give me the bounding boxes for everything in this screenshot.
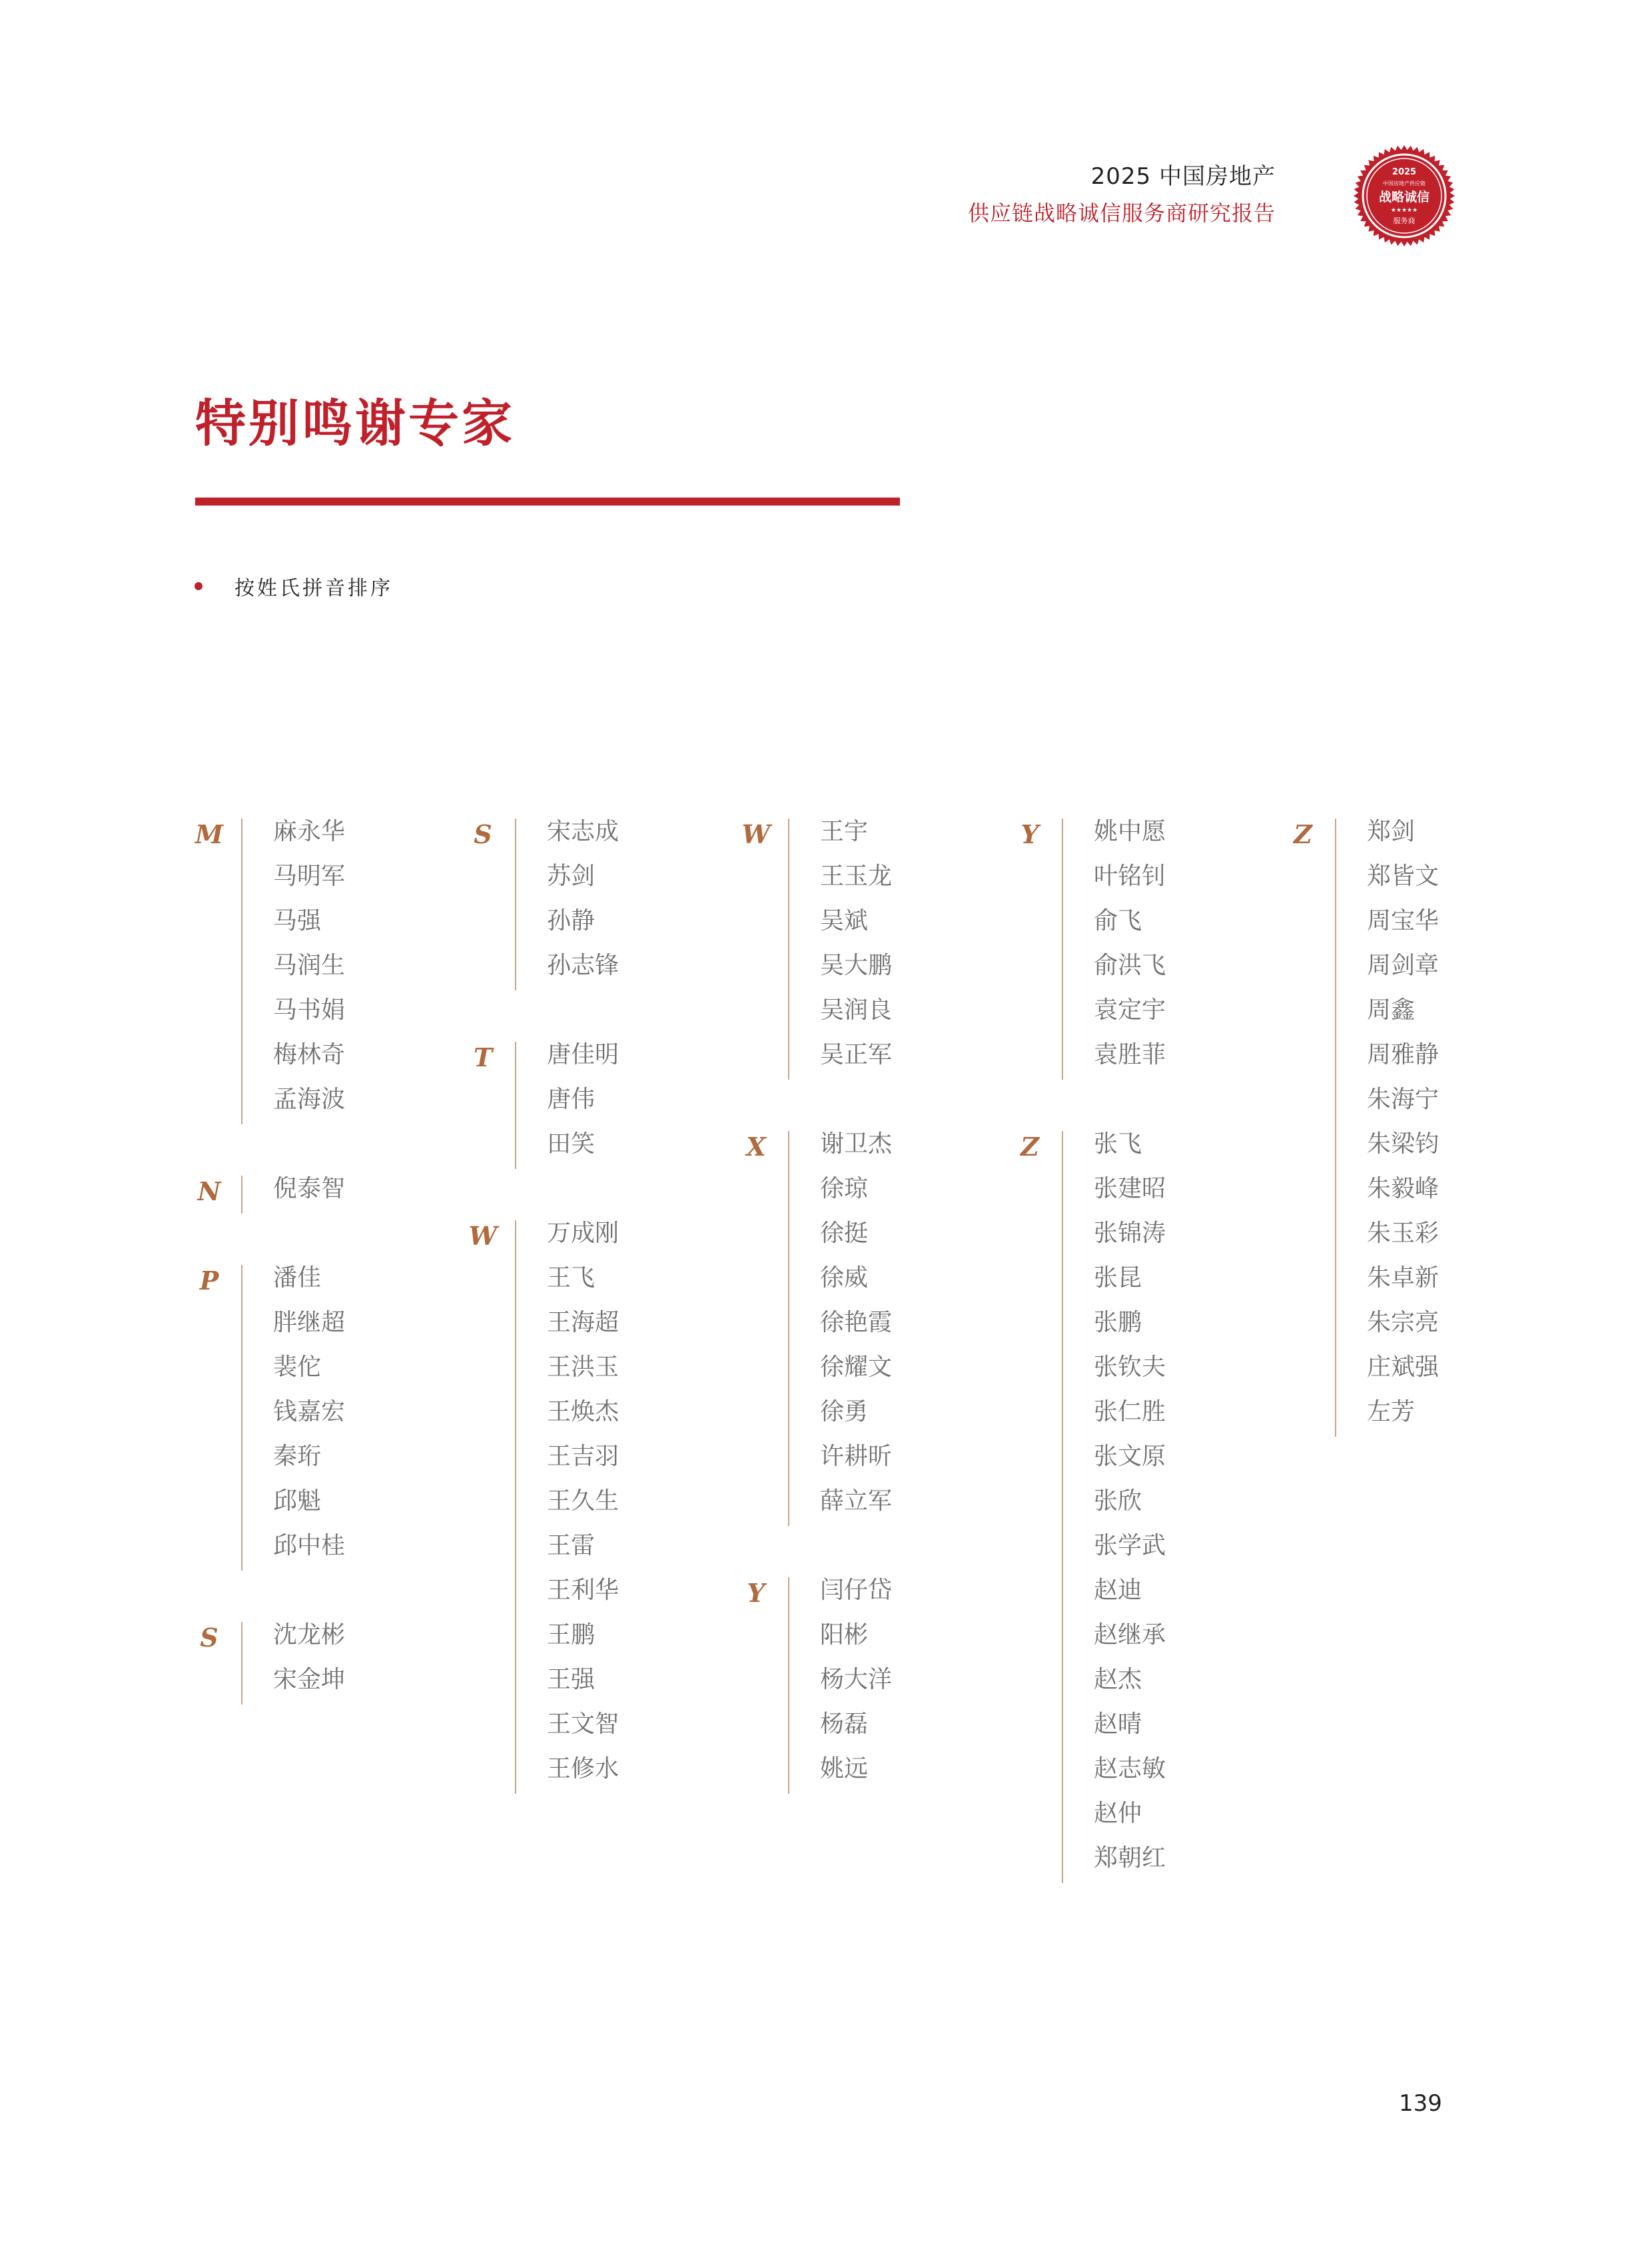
list-item: 王洪玉	[547, 1353, 620, 1381]
svg-text:2025: 2025	[1392, 167, 1417, 177]
list-item: 周雅静	[1367, 1041, 1440, 1068]
name-list	[547, 1211, 619, 1791]
list-item: 袁胜菲	[1094, 1041, 1166, 1068]
bullet-dot-icon	[195, 582, 203, 590]
list-item: 朱宗亮	[1367, 1309, 1440, 1336]
list-item: 杨大洋	[820, 1666, 893, 1693]
list-item: 薛立军	[820, 1487, 893, 1515]
list-item: 朱玉彩	[1367, 1220, 1440, 1247]
group-divider-line	[241, 1176, 242, 1214]
group-letter: N	[197, 1176, 221, 1206]
list-item: 左芳	[1367, 1398, 1416, 1425]
list-item: 周剑章	[1367, 952, 1440, 979]
list-item: 麻永华	[273, 818, 346, 845]
list-item: 郑皆文	[1367, 863, 1440, 890]
list-item: 庄斌强	[1367, 1353, 1440, 1381]
list-item: 王海超	[547, 1309, 620, 1336]
list-item: 秦珩	[273, 1443, 322, 1470]
list-item: 田笑	[547, 1130, 596, 1158]
list-item: 赵仲	[1094, 1800, 1142, 1827]
report-subtitle: 供应链战略诚信服务商研究报告	[967, 200, 1276, 226]
group-letter: X	[746, 1132, 766, 1162]
group-letter: Y	[1021, 819, 1039, 849]
list-item: 阳彬	[820, 1621, 869, 1649]
list-item: 俞飞	[1094, 907, 1142, 934]
list-item: 王雷	[547, 1532, 596, 1559]
list-item: 吴润良	[820, 996, 893, 1024]
list-item: 张文原	[1094, 1443, 1166, 1470]
list-item: 赵杰	[1094, 1666, 1142, 1693]
list-item: 谢卫杰	[820, 1130, 893, 1158]
list-item: 王修水	[547, 1755, 620, 1782]
list-item: 朱梁钧	[1367, 1130, 1440, 1158]
page-number: 139	[1399, 2090, 1442, 2117]
list-item: 裴佗	[273, 1353, 322, 1381]
group-letter: W	[741, 819, 771, 849]
page-title: 特别鸣谢专家	[195, 394, 515, 453]
name-list	[547, 1032, 619, 1166]
group-divider-line	[1335, 819, 1336, 1437]
list-item: 赵继承	[1094, 1621, 1166, 1649]
list-item: 周鑫	[1367, 996, 1416, 1024]
list-item: 张仁胜	[1094, 1398, 1166, 1425]
list-item: 孙志锋	[547, 952, 620, 979]
list-item: 俞洪飞	[1094, 952, 1166, 979]
list-item: 王利华	[547, 1577, 620, 1604]
list-item: 杨磊	[820, 1710, 869, 1738]
list-item: 张学武	[1094, 1532, 1166, 1559]
list-item: 王玉龙	[820, 863, 893, 890]
list-item: 宋志成	[547, 818, 620, 845]
group-divider-line	[1062, 819, 1063, 1080]
list-item: 闫仔岱	[820, 1577, 893, 1604]
list-item: 赵迪	[1094, 1577, 1142, 1604]
list-item: 徐艳霞	[820, 1309, 893, 1336]
list-item: 张锦涛	[1094, 1220, 1166, 1247]
list-item: 王焕杰	[547, 1398, 620, 1425]
seal-logo	[1354, 145, 1455, 246]
report-header	[968, 160, 1276, 233]
list-item: 周宝华	[1367, 907, 1440, 934]
list-item: 邱魁	[273, 1487, 322, 1515]
list-item: 吴大鹏	[820, 952, 893, 979]
list-item: 朱卓新	[1367, 1264, 1440, 1292]
list-item: 徐琼	[820, 1175, 869, 1202]
list-item: 马润生	[273, 952, 346, 979]
list-item: 张钦夫	[1094, 1353, 1166, 1381]
list-item: 许耕昕	[820, 1443, 893, 1470]
list-item: 马明军	[273, 863, 346, 890]
group-divider-line	[515, 1042, 516, 1169]
name-list	[820, 1568, 892, 1791]
list-item: 徐耀文	[820, 1353, 893, 1381]
svg-text:★★★★★: ★★★★★	[1390, 207, 1418, 214]
list-item: 邱中桂	[273, 1532, 346, 1559]
list-item: 马强	[273, 907, 322, 934]
list-item: 王吉羽	[547, 1443, 620, 1470]
group-letter: Z	[1294, 819, 1312, 849]
sort-note: 按姓氏拼音排序	[234, 577, 393, 600]
group-divider-line	[241, 1622, 242, 1704]
group-divider-line	[241, 819, 242, 1124]
list-item: 马书娟	[273, 996, 346, 1024]
group-divider-line	[515, 1220, 516, 1794]
name-list	[273, 809, 345, 1122]
list-item: 唐伟	[547, 1086, 596, 1113]
list-item: 姚远	[820, 1755, 869, 1782]
title-divider	[195, 498, 900, 506]
list-item: 沈龙彬	[273, 1621, 346, 1649]
list-item: 吴斌	[820, 907, 869, 934]
list-item: 胖继超	[273, 1309, 346, 1336]
list-item: 姚中愿	[1094, 818, 1166, 845]
group-letter: W	[468, 1221, 498, 1251]
list-item: 徐挺	[820, 1220, 869, 1247]
list-item: 徐勇	[820, 1398, 869, 1425]
list-item: 王文智	[547, 1710, 620, 1738]
list-item: 王鹏	[547, 1621, 596, 1649]
name-list	[1367, 809, 1439, 1434]
list-item: 王宇	[820, 818, 869, 845]
name-list	[820, 1122, 892, 1523]
name-list	[1094, 1122, 1166, 1880]
group-letter: Z	[1021, 1132, 1039, 1162]
list-item: 朱海宁	[1367, 1086, 1440, 1113]
report-year-title: 2025 中国房地产	[1090, 163, 1276, 190]
group-letter: P	[199, 1266, 219, 1296]
list-item: 梅林奇	[273, 1041, 346, 1068]
list-item: 万成刚	[547, 1220, 620, 1247]
group-letter: S	[200, 1623, 218, 1653]
list-item: 孙静	[547, 907, 596, 934]
svg-text:服务商: 服务商	[1393, 216, 1416, 225]
group-divider-line	[1062, 1131, 1063, 1883]
group-letter: M	[195, 819, 224, 849]
list-item: 王强	[547, 1666, 596, 1693]
list-item: 徐威	[820, 1264, 869, 1292]
name-list	[820, 809, 892, 1077]
list-item: 郑剑	[1367, 818, 1416, 845]
svg-text:战略诚信: 战略诚信	[1378, 190, 1430, 204]
list-item: 叶铭钊	[1094, 863, 1166, 890]
group-divider-line	[515, 819, 516, 990]
list-item: 倪泰智	[273, 1175, 346, 1202]
group-letter: T	[473, 1042, 493, 1072]
list-item: 张欣	[1094, 1487, 1142, 1515]
name-list	[273, 1256, 345, 1568]
list-item: 钱嘉宏	[273, 1398, 346, 1425]
list-item: 张建昭	[1094, 1175, 1166, 1202]
svg-text:中国房地产供应链: 中国房地产供应链	[1383, 181, 1426, 187]
list-item: 朱毅峰	[1367, 1175, 1440, 1202]
list-item: 赵晴	[1094, 1710, 1142, 1738]
list-item: 袁定宇	[1094, 996, 1166, 1024]
list-item: 潘佳	[273, 1264, 322, 1292]
list-item: 王久生	[547, 1487, 620, 1515]
list-item: 孟海波	[273, 1086, 346, 1113]
name-list	[273, 1613, 345, 1702]
group-letter: S	[474, 819, 492, 849]
name-list	[547, 809, 619, 988]
group-divider-line	[241, 1265, 242, 1571]
list-item: 宋金坤	[273, 1666, 346, 1693]
group-divider-line	[788, 1131, 789, 1526]
name-list	[1094, 809, 1166, 1077]
list-item: 唐佳明	[547, 1041, 620, 1068]
list-item: 郑朝红	[1094, 1844, 1166, 1872]
list-item: 赵志敏	[1094, 1755, 1166, 1782]
name-list	[273, 1166, 345, 1211]
group-divider-line	[788, 819, 789, 1080]
list-item: 张飞	[1094, 1130, 1142, 1158]
list-item: 王飞	[547, 1264, 596, 1292]
group-letter: Y	[747, 1578, 765, 1608]
list-item: 张昆	[1094, 1264, 1142, 1292]
list-item: 吴正军	[820, 1041, 893, 1068]
list-item: 苏剑	[547, 863, 596, 890]
list-item: 张鹏	[1094, 1309, 1142, 1336]
group-divider-line	[788, 1577, 789, 1794]
